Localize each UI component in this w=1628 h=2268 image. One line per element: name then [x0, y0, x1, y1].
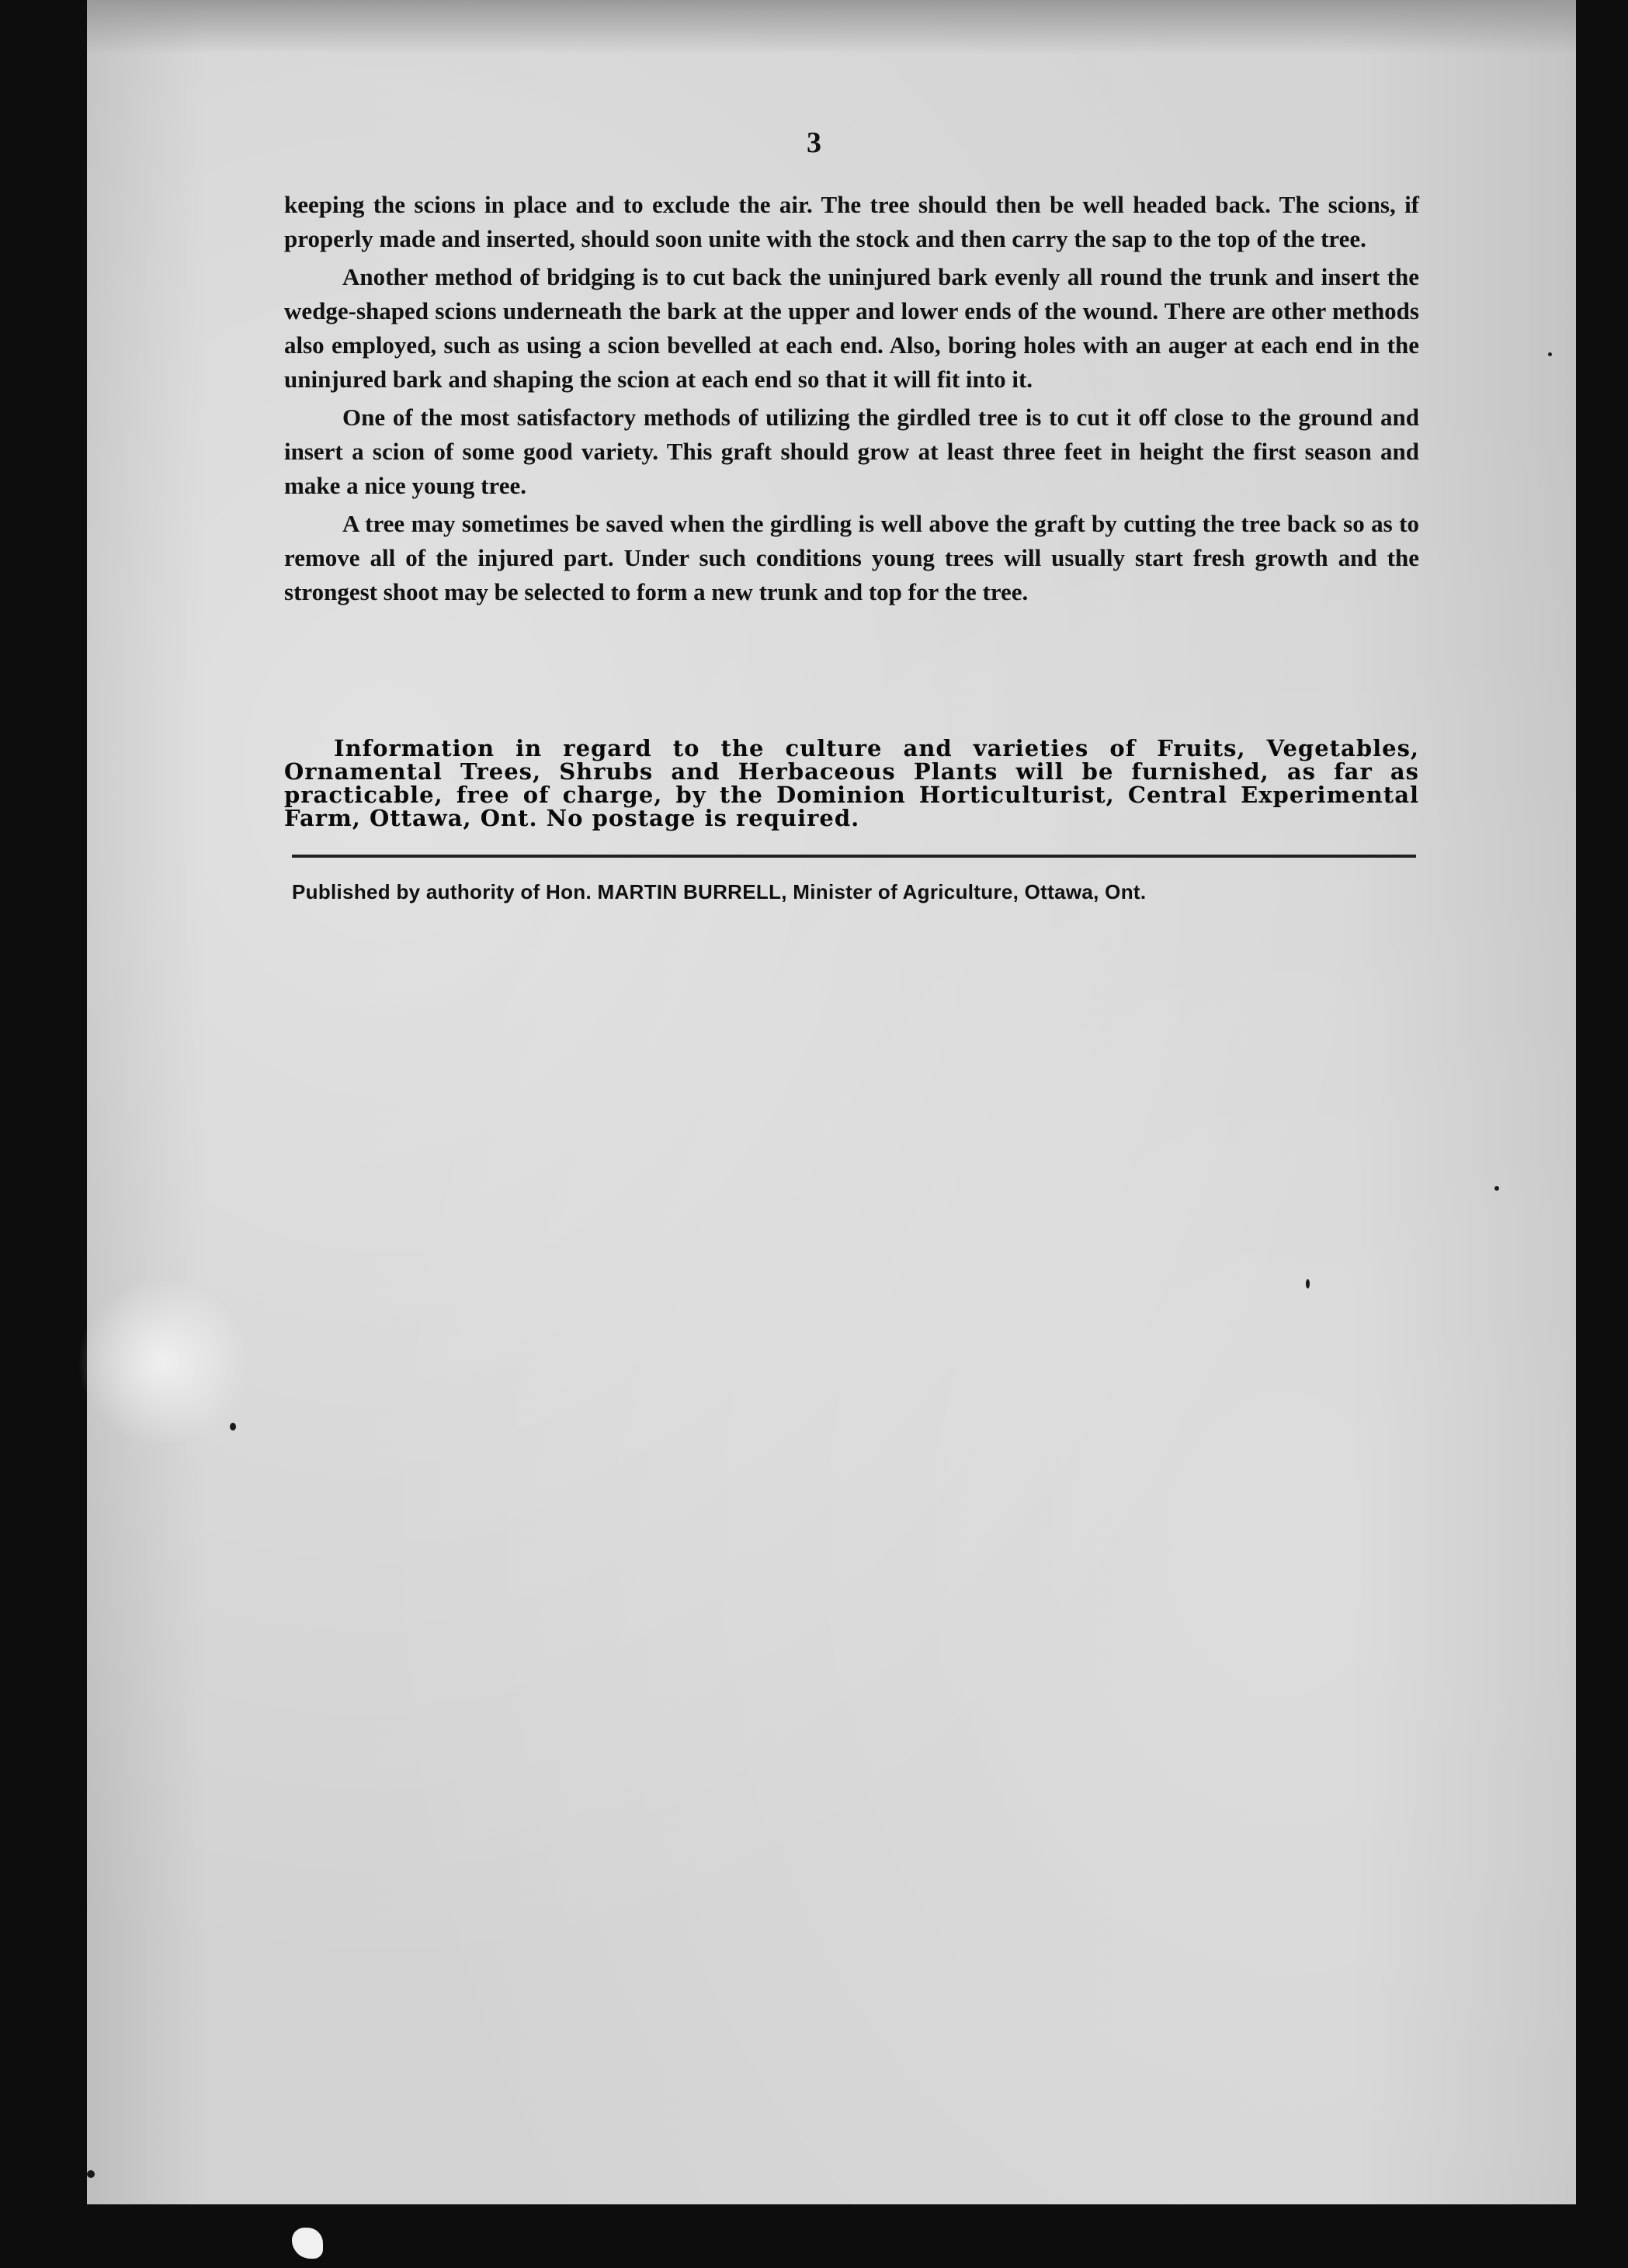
information-notice: Information in regard to the culture and varieties of Fruits, Vegetables, Ornamental Trees, Shrubs and Herbaceous Plants will be furnished, as far as practicable, free of charge, by the Dominion Horticulturist, Central Experimental Farm, Ottawa, Ont. No postage is required.	[284, 735, 1419, 831]
publisher-line: Published by authority of Hon. MARTIN BURRELL, Minister of Agriculture, Ottawa, Ont.	[292, 880, 1147, 903]
page-fold-shadow	[87, 0, 1576, 54]
paragraph-3: One of the most satisfactory methods of utilizing the girdled tree is to cut it off close to the ground and insert a scion of some good variety. This graft should grow at least three feet in height the first season and make a nice young tree.	[284, 404, 1419, 499]
paragraph-1: keeping the scions in place and to exclude the air. The tree should then be well headed back. The scions, if properly made and inserted, should soon unite with the stock and then carry the sap to the top of the tree.	[284, 191, 1419, 252]
body-text	[284, 188, 1419, 613]
ink-speck	[1494, 1186, 1499, 1191]
paper-scuff	[74, 1281, 252, 1444]
horizontal-rule	[292, 855, 1416, 858]
ink-speck	[1306, 1279, 1310, 1288]
paragraph-2: Another method of bridging is to cut back the uninjured bark evenly all round the trunk and insert the wedge-shaped scions underneath the bark at the upper and lower ends of the wound. There are other methods also employed, such as using a scion bevelled at each end. Also, boring holes with an auger at each end in the uninjured bark and shaping the scion at each end so that it will fit into it.	[284, 263, 1419, 393]
page-number: 3	[807, 127, 821, 159]
ink-speck	[230, 1423, 236, 1431]
ink-speck	[87, 2170, 95, 2178]
paragraph-4: A tree may sometimes be saved when the girdling is well above the graft by cutting the tree back so as to remove all of the injured part. Under such conditions young trees will usually start fresh growth and the strongest shoot may be selected to form a new trunk and top for the tree.	[284, 510, 1419, 605]
page-corner	[1581, 0, 1628, 47]
ink-speck	[1548, 352, 1552, 356]
bottom-scan-mark	[292, 2228, 323, 2259]
